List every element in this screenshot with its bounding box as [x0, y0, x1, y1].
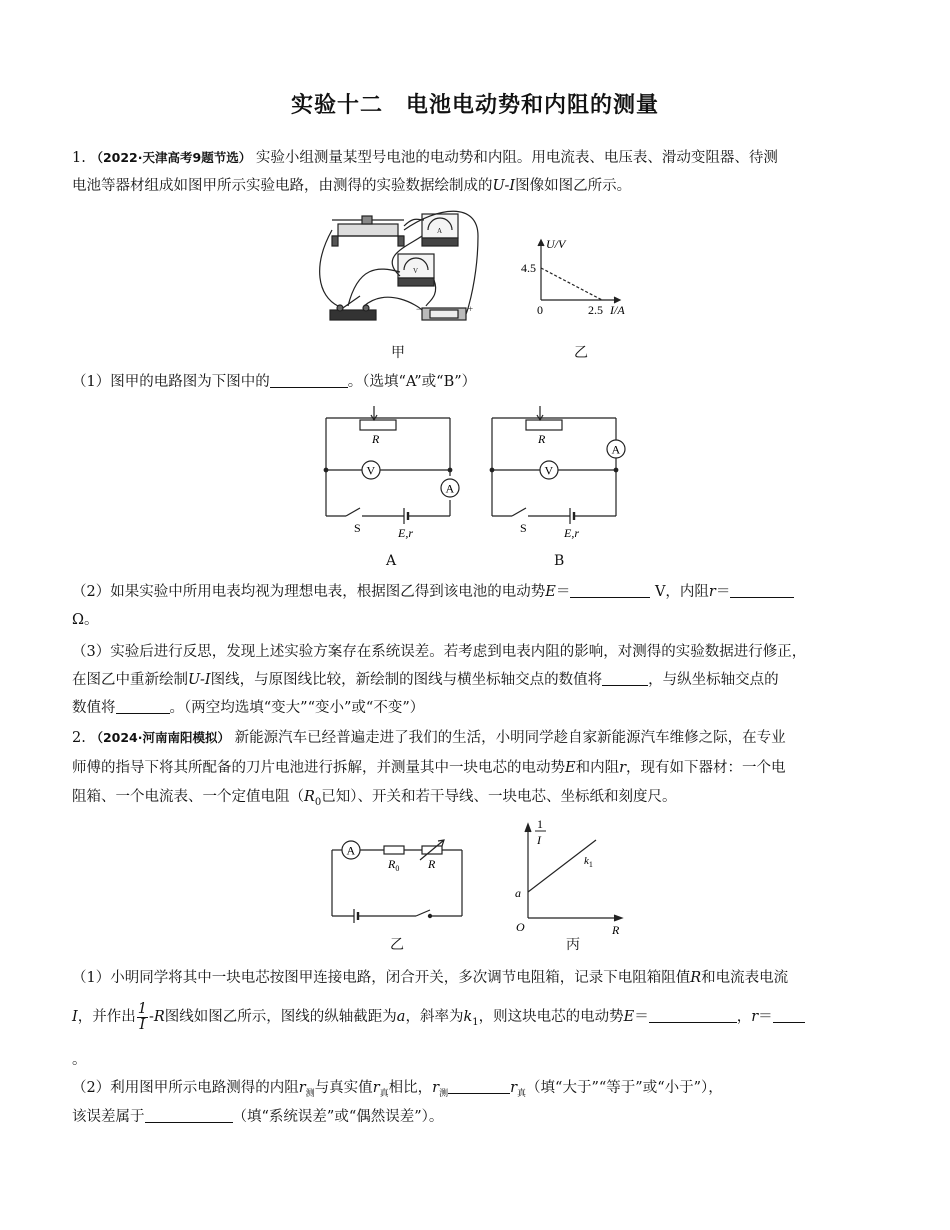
q2-part1-line3: 。	[72, 1052, 87, 1068]
q2-part2-line2: 该误差属于 （填“系统误差”或“偶然误差”）。	[72, 1109, 444, 1125]
battery-holder	[416, 304, 473, 320]
svg-text:A: A	[346, 843, 356, 858]
svg-text:−: −	[416, 304, 422, 314]
q2-part2-line1: （2）利用图甲所示电路测得的内阻$r_测$与真实值$r_真$相比，$r_测$ $r_真$（填“大于”“等于”或“小于”），	[72, 1080, 723, 1099]
answer-blank-q2-emf[interactable]	[649, 1008, 737, 1023]
q2-figure-yi-label: 乙	[390, 937, 404, 953]
q1-part3-line3: 数值将 。（两空均选填“变大”“变小”或“不变”）	[72, 700, 425, 716]
answer-blank-error-type[interactable]	[145, 1108, 233, 1123]
figure-jia-label: 甲	[391, 345, 405, 361]
svg-text:R: R	[428, 857, 436, 871]
svg-text:V: V	[366, 463, 376, 478]
circuit-b-switch	[512, 508, 526, 516]
answer-blank-q1-1[interactable]	[270, 373, 348, 388]
graph-x-label: I/A	[610, 303, 625, 317]
svg-text:R: R	[612, 923, 620, 937]
svg-text:V: V	[544, 463, 554, 478]
svg-text:S: S	[520, 521, 527, 535]
q2-line-3: 阻箱、一个电流表、一个定值电阻（$R_0$已知）、开关和若干导线、一块电芯、坐标纸和刻度尺。	[72, 789, 677, 808]
q1-part2-line1: （2）如果实验中所用电表均视为理想电表，根据图乙得到该电池的电动势E＝ V，内阻r＝	[72, 582, 794, 602]
q2-fixed-resistor	[384, 846, 404, 854]
answer-blank-emf[interactable]	[570, 583, 650, 598]
circuit-a-rheostat	[360, 420, 396, 430]
circuit-a	[318, 398, 468, 546]
svg-text:+: +	[468, 304, 474, 314]
q1-line-2: 电池等器材组成如图甲所示实验电路，由测得的实验数据绘制成的U-I图像如图乙所示。	[72, 178, 632, 194]
answer-blank-x-intercept[interactable]	[602, 671, 648, 686]
answer-blank-compare[interactable]	[448, 1079, 510, 1094]
answer-blank-q2-r[interactable]	[773, 1008, 805, 1023]
fraction-1-over-I: $\frac{1}{I}$	[137, 1000, 147, 1033]
graph-x-intercept: 2.5	[588, 303, 603, 317]
svg-text:A: A	[445, 481, 455, 496]
graph-origin: 0	[537, 303, 543, 317]
svg-text:A: A	[611, 442, 621, 457]
circuit-b	[484, 398, 634, 546]
voltmeter-device	[398, 254, 434, 286]
svg-text:k1: $k_1$	[584, 855, 593, 869]
figure-yi-label: 乙	[574, 345, 588, 361]
svg-text:O: O	[516, 920, 525, 934]
q2-part1-line2: I，并作出 $\frac{1}{I}$ -R图线如图乙所示，图线的纵轴截距为a，斜率为$k_1$，则这块电芯的电动势E＝ ，r＝	[72, 1000, 805, 1040]
ammeter-device	[422, 214, 458, 246]
q2-line-1: 2. （2024·河南南阳模拟） 新能源汽车已经普遍走进了我们的生活，小明同学趁自家新能源汽车维修之际，在专业	[72, 730, 786, 746]
circuit-b-rheostat	[526, 420, 562, 430]
svg-text:S: S	[354, 521, 361, 535]
circuit-a-switch	[346, 508, 360, 516]
rheostat-coil	[338, 224, 398, 236]
q2-switch	[416, 910, 430, 916]
q1-line-1: 1. （2022·天津高考9题节选） 实验小组测量某型号电池的电动势和内阻。用电流表、电压表、滑动变阻器、待测	[72, 150, 778, 166]
figure-jia-apparatus	[318, 206, 498, 332]
q2-source: 河南南阳模拟	[142, 730, 218, 745]
knife-switch	[330, 296, 376, 320]
ui-line	[541, 268, 602, 300]
q2-part1-line1: （1）小明同学将其中一块电芯按图甲连接电路，闭合开关，多次调节电阻箱，记录下电阻箱阻值R和电流表电流	[72, 970, 789, 986]
q2-figure-bing-label: 丙	[566, 937, 580, 953]
svg-text:R: R	[538, 432, 546, 446]
q2-intercept-label: a	[515, 886, 521, 900]
graph-y-intercept: 4.5	[521, 261, 536, 275]
q2-circuit	[326, 830, 470, 930]
svg-text:R: R	[372, 432, 380, 446]
q1-part3-line2: 在图乙中重新绘制U-I图线，与原图线比较，新绘制的图线与横坐标轴交点的数值将 ，与纵坐标轴交点的	[72, 672, 779, 688]
svg-text:I: I	[537, 833, 541, 847]
answer-blank-y-intercept[interactable]	[116, 699, 170, 714]
svg-text:1: 1	[537, 817, 543, 831]
circuit-b-label: B	[554, 553, 565, 569]
page-title: 实验十二 电池电动势和内阻的测量	[290, 93, 659, 118]
svg-text:V: V	[413, 267, 419, 275]
svg-text:E,r: E,r	[398, 526, 413, 540]
q2-line-2: 师傅的指导下将其所配备的刀片电池进行拆解，并测量其中一块电芯的电动势E和内阻r，现有如下器材：一个电	[72, 760, 786, 776]
svg-text:A: A	[437, 227, 443, 235]
svg-text:R0: $R_0$	[388, 857, 400, 873]
q1-part1: （1）图甲的电路图为下图中的 。（选填“A”或“B”）	[72, 374, 477, 390]
circuit-a-label: A	[386, 553, 397, 569]
q1-part2-line2: Ω。	[72, 612, 99, 628]
figure-yi-ui-graph	[518, 236, 636, 320]
q1-source: 天津高考9题节选	[142, 150, 239, 165]
svg-text:E,r: E,r	[564, 526, 579, 540]
q2-figure-bing-graph	[508, 814, 628, 938]
q1-part3-line1: （3）实验后进行反思，发现上述实验方案存在系统误差。若考虑到电表内阻的影响，对测得的实验数据进行修正，	[72, 644, 807, 660]
answer-blank-resistance[interactable]	[730, 583, 794, 598]
graph-y-label: U/V	[546, 237, 566, 251]
